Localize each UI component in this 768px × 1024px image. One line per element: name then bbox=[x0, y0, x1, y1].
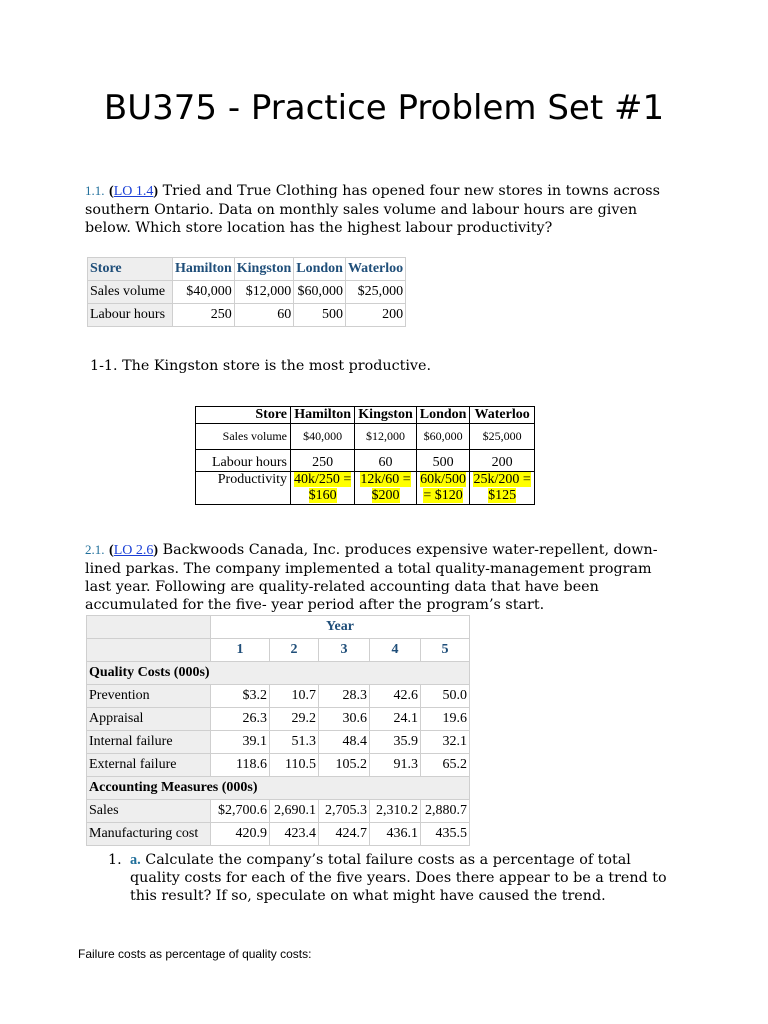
footer-text: Failure costs as percentage of quality costs: bbox=[78, 947, 312, 961]
row-label: Sales volume bbox=[88, 281, 173, 304]
answer-1-1: 1-1. The Kingston store is the most productive. bbox=[90, 358, 432, 374]
row-label: Sales volume bbox=[196, 424, 291, 450]
header-cell: London bbox=[416, 407, 470, 424]
table-row bbox=[87, 754, 470, 777]
table-row bbox=[87, 823, 470, 846]
empty-cell bbox=[87, 616, 211, 639]
sub-question-letter: a. bbox=[130, 852, 141, 868]
lo-open: ( bbox=[109, 543, 114, 558]
learning-objective bbox=[109, 543, 158, 558]
table-cell: 10.7 bbox=[270, 685, 319, 708]
empty-cell bbox=[87, 639, 211, 662]
table-row bbox=[87, 731, 470, 754]
row-label: Internal failure bbox=[87, 731, 211, 754]
table-row bbox=[87, 708, 470, 731]
table-cell: 32.1 bbox=[421, 731, 470, 754]
table-cell: 2,310.2 bbox=[370, 800, 421, 823]
highlighted-text: $125 bbox=[488, 488, 517, 503]
header-cell: London bbox=[294, 258, 346, 281]
table-cell: 420.9 bbox=[211, 823, 270, 846]
question-2-1 bbox=[85, 541, 675, 614]
table-cell: 118.6 bbox=[211, 754, 270, 777]
table-cell: 436.1 bbox=[370, 823, 421, 846]
table-row bbox=[196, 450, 535, 472]
question-text: Backwoods Canada, Inc. produces expensive water-repellent, down-lined parkas. The company implemented a total quality-management program last year. Following are quality-related accounting data that have been accumulated for the five- year period after the program’s start. bbox=[85, 542, 658, 613]
year-cell: 2 bbox=[270, 639, 319, 662]
row-label: External failure bbox=[87, 754, 211, 777]
question-number: 1.1. bbox=[85, 183, 105, 198]
header-cell: Store bbox=[88, 258, 173, 281]
section-label: Accounting Measures (000s) bbox=[87, 777, 470, 800]
highlighted-text: $160 bbox=[308, 488, 337, 503]
table-cell: 48.4 bbox=[319, 731, 370, 754]
year-cell: 1 bbox=[211, 639, 270, 662]
table-cell: 250 bbox=[173, 304, 235, 327]
section-row bbox=[87, 777, 470, 800]
highlighted-text: 12k/60 = bbox=[360, 472, 411, 487]
lo-link[interactable]: LO 1.4 bbox=[113, 184, 154, 199]
header-cell: Hamilton bbox=[173, 258, 235, 281]
table-cell: $40,000 bbox=[291, 424, 355, 450]
row-label: Sales bbox=[87, 800, 211, 823]
table-cell: 500 bbox=[416, 450, 470, 472]
table-cell bbox=[470, 472, 534, 505]
header-cell: Waterloo bbox=[470, 407, 534, 424]
table-cell: $25,000 bbox=[345, 281, 405, 304]
table-header-row bbox=[88, 258, 406, 281]
table-cell: 42.6 bbox=[370, 685, 421, 708]
row-label: Manufacturing cost bbox=[87, 823, 211, 846]
header-cell: Store bbox=[196, 407, 291, 424]
learning-objective bbox=[109, 184, 158, 199]
table-cell: $60,000 bbox=[416, 424, 470, 450]
year-cell: 5 bbox=[421, 639, 470, 662]
table-cell: 35.9 bbox=[370, 731, 421, 754]
table-cell: 65.2 bbox=[421, 754, 470, 777]
quality-cost-table bbox=[86, 615, 470, 846]
table-row bbox=[196, 424, 535, 450]
table-header-row bbox=[87, 616, 470, 639]
header-cell: Hamilton bbox=[291, 407, 355, 424]
table-cell: 24.1 bbox=[370, 708, 421, 731]
highlighted-text: 60k/500 bbox=[420, 472, 467, 487]
table-header-row bbox=[196, 407, 535, 424]
table-cell: $2,700.6 bbox=[211, 800, 270, 823]
table-cell: 200 bbox=[470, 450, 534, 472]
productivity-answer-table bbox=[195, 406, 535, 505]
list-marker: 1. bbox=[108, 852, 122, 868]
table-header-row bbox=[87, 639, 470, 662]
year-cell: 3 bbox=[319, 639, 370, 662]
table-cell bbox=[355, 472, 416, 505]
row-label: Labour hours bbox=[196, 450, 291, 472]
lo-close: ) bbox=[153, 543, 159, 558]
question-text: Tried and True Clothing has opened four new stores in towns across southern Ontario. Data on monthly sales volume and labour hours are given below. Which store location has the highest labour productivity? bbox=[85, 183, 660, 236]
highlighted-text: = $120 bbox=[423, 488, 463, 503]
question-list bbox=[108, 851, 668, 905]
table-cell: $12,000 bbox=[355, 424, 416, 450]
row-label: Appraisal bbox=[87, 708, 211, 731]
table-cell: 500 bbox=[294, 304, 346, 327]
lo-link[interactable]: LO 2.6 bbox=[113, 543, 154, 558]
section-row bbox=[87, 662, 470, 685]
page-title: BU375 - Practice Problem Set #1 bbox=[103, 88, 665, 128]
table-cell: 2,690.1 bbox=[270, 800, 319, 823]
header-cell: Waterloo bbox=[345, 258, 405, 281]
table-row bbox=[87, 685, 470, 708]
table-cell: 29.2 bbox=[270, 708, 319, 731]
table-cell: 105.2 bbox=[319, 754, 370, 777]
table-cell: 2,705.3 bbox=[319, 800, 370, 823]
table-cell bbox=[291, 472, 355, 505]
table-cell: $40,000 bbox=[173, 281, 235, 304]
lo-open: ( bbox=[109, 184, 114, 199]
header-cell: Kingston bbox=[355, 407, 416, 424]
row-label: Prevention bbox=[87, 685, 211, 708]
question-1-1 bbox=[85, 182, 675, 237]
highlighted-text: 40k/250 = bbox=[294, 472, 352, 487]
sub-question-text: Calculate the company’s total failure costs as a percentage of total quality costs for each of the five years. Does there appear to be a trend to this result? If so, speculate on what might have caused the trend. bbox=[130, 852, 667, 904]
table-row bbox=[88, 304, 406, 327]
table-cell: 39.1 bbox=[211, 731, 270, 754]
store-data-table bbox=[87, 257, 406, 327]
table-cell: 60 bbox=[234, 304, 293, 327]
header-cell: Kingston bbox=[234, 258, 293, 281]
table-row bbox=[196, 472, 535, 505]
year-cell: 4 bbox=[370, 639, 421, 662]
lo-close: ) bbox=[153, 184, 159, 199]
table-cell: 423.4 bbox=[270, 823, 319, 846]
table-row bbox=[88, 281, 406, 304]
table-cell: 28.3 bbox=[319, 685, 370, 708]
highlighted-text: 25k/200 = bbox=[473, 472, 531, 487]
table-cell: 200 bbox=[345, 304, 405, 327]
table-cell: $12,000 bbox=[234, 281, 293, 304]
year-header: Year bbox=[211, 616, 470, 639]
table-cell: 50.0 bbox=[421, 685, 470, 708]
row-label: Productivity bbox=[196, 472, 291, 505]
section-label: Quality Costs (000s) bbox=[87, 662, 470, 685]
table-cell: 110.5 bbox=[270, 754, 319, 777]
table-cell: 30.6 bbox=[319, 708, 370, 731]
table-cell: 424.7 bbox=[319, 823, 370, 846]
table-cell: $25,000 bbox=[470, 424, 534, 450]
table-cell: 60 bbox=[355, 450, 416, 472]
table-cell: $60,000 bbox=[294, 281, 346, 304]
table-cell bbox=[416, 472, 470, 505]
table-row bbox=[87, 800, 470, 823]
table-cell: 91.3 bbox=[370, 754, 421, 777]
table-cell: 435.5 bbox=[421, 823, 470, 846]
table-cell: 19.6 bbox=[421, 708, 470, 731]
table-cell: 26.3 bbox=[211, 708, 270, 731]
question-number: 2.1. bbox=[85, 542, 105, 557]
table-cell: 2,880.7 bbox=[421, 800, 470, 823]
list-item bbox=[130, 851, 668, 905]
highlighted-text: $200 bbox=[371, 488, 400, 503]
table-cell: 51.3 bbox=[270, 731, 319, 754]
row-label: Labour hours bbox=[88, 304, 173, 327]
table-cell: $3.2 bbox=[211, 685, 270, 708]
table-cell: 250 bbox=[291, 450, 355, 472]
